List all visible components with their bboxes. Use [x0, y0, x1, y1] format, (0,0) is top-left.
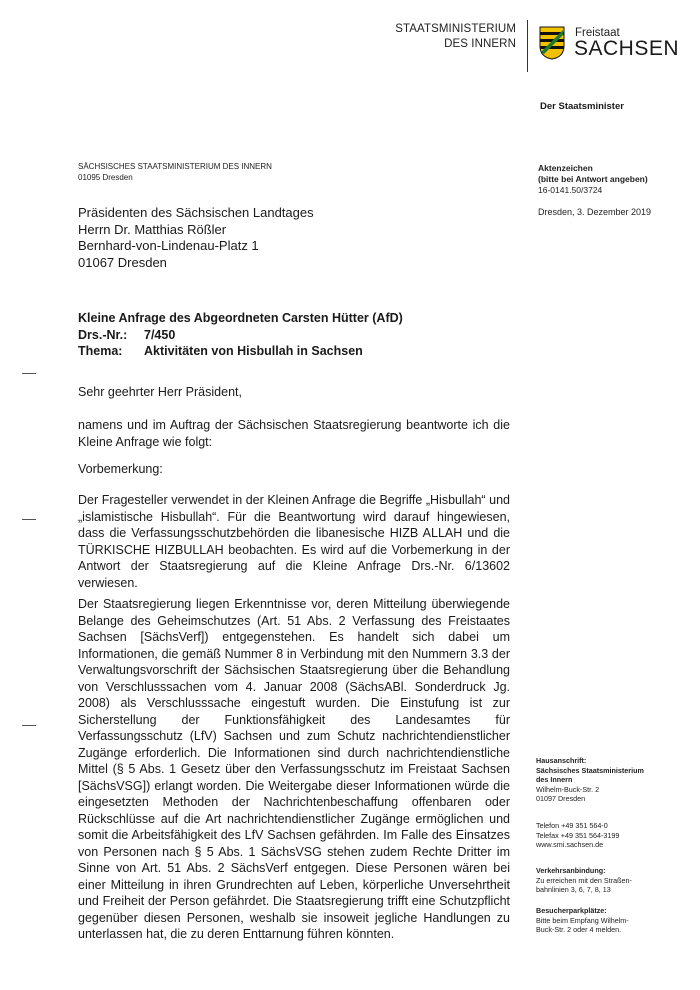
transport-label: Verkehrsanbindung:: [536, 866, 606, 875]
parking-line-1: Bitte beim Empfang Wilhelm-: [536, 915, 629, 925]
subject-block: [78, 310, 403, 360]
intro-paragraph: namens und im Auftrag der Sächsischen Staatsregierung beantworte ich die Kleine Anfrage wie folgt:: [78, 418, 510, 449]
recipient-line-1: Präsidenten des Sächsischen Landtages: [78, 205, 314, 220]
header-divider: [527, 20, 528, 72]
thema-label: Thema:: [78, 344, 123, 358]
thema-row: [78, 343, 403, 360]
address-city: 01097 Dresden: [536, 794, 586, 803]
website-link[interactable]: www.smi.sachsen.de: [536, 840, 604, 849]
footer-address: [536, 756, 676, 804]
subject-title: Kleine Anfrage des Abgeordneten Carsten Hütter (AfD): [78, 311, 403, 325]
fold-mark-middle: [22, 519, 36, 520]
thema-value: Aktivitäten von Hisbullah in Sachsen: [144, 344, 363, 358]
recipient-line-3: Bernhard-von-Lindenau-Platz 1: [78, 238, 259, 253]
reference-hint: (bitte bei Antwort angeben): [538, 174, 648, 184]
body-paragraph-1: Der Fragesteller verwendet in der Kleinen Anfrage die Begriffe „Hisbullah“ und „islamistische Hisbullah“. Für die Beantwortung wird darauf hingewiesen, dass die Verfassungsschutzbehörden die libanesische HIZB ALLAH und die TÜRKISCHE HIZBULLAH beobachten. Es wird auf die Vorbemerkung in der Antwort der Staatsregierung auf die Kleine Anfrage Drs.-Nr. 6/13602 verwiesen.: [78, 493, 510, 590]
drs-value: 7/450: [144, 327, 176, 342]
address-label: Hausanschrift:: [536, 756, 587, 765]
salutation: Sehr geehrter Herr Präsident,: [78, 385, 242, 399]
address-org-1: Sächsisches Staatsministerium: [536, 765, 644, 775]
body-paragraph-2: Der Staatsregierung liegen Erkenntnisse vor, deren Mitteilung überwiegende Belange des Geheimschutzes (Art. 51 Abs. 2 Verfassung des Freistaates Sachsen [SächsVerf]) entgegenstehen. Es handelt sich dabei um Informationen, die gemäß Nummer 8 in Verbindung mit den Nummern 3.3 der Verwaltungsvorschrift der Sächsischen Staatsregierung über die Behandlung von Verschlusssachen vom 4. Januar 2008 (SächsABl. Sonderdruck Jg. 2008) als Verschlusssache eingestuft wurden. Die Einstufung ist zur Sicherstellung der Funktionsfähigkeit des Landesamtes für Verfassungsschutz (LfV) Sachsen und zum Schutz nachrichtendienstlicher Zugänge erforderlich. Die Informationen sind durch nachrichtendienstliche Mittel (§ 5 Abs. 1 Gesetz über den Verfassungsschutz im Freistaat Sachsen [SächsVSG]) erlangt worden. Die Weitergabe dieser Informationen würde die eingesetzten Methoden der Nachrichtenbeschaffung offenbaren oder Rückschlüsse auf die Art nachrichtendienstlicher Zugänge ermöglichen und somit die Arbeitsfähigkeit des LfV Sachsen gefährden. Im Falle des Einsatzes von Personen nach § 5 Abs. 1 SächsVSG stehen zudem Rechte Dritter im Sinne von Art. 51 Abs. 2 SächsVerf entgegen. Diese Personen wären bei einer Mitteilung in ihren Grundrechten auf Leben, körperliche Unversehrtheit und Freiheit der Person gefährdet. Die Staatsregierung trifft eine Schutzpflicht gegenüber diesen Personen, weshalb sie insoweit jegliche Handlungen zu unterlassen hat, die zu deren Enttarnung führen könnten.: [78, 597, 510, 941]
freistaat-label: Freistaat: [575, 27, 620, 39]
sachsen-logo-text: SACHSEN: [574, 37, 680, 60]
ministry-line-2: DES INNERN: [444, 38, 516, 50]
recipient-address: [78, 205, 314, 271]
ministry-line-1: STAATSMINISTERIUM: [395, 23, 516, 35]
sender-line: [78, 161, 272, 183]
recipient-line-2: Herrn Dr. Matthias Rößler: [78, 221, 227, 237]
fold-mark-bottom: [22, 725, 36, 726]
footer-contact: [536, 821, 676, 850]
ministry-name: [395, 22, 516, 52]
vorbemerkung-heading: Vorbemerkung:: [78, 462, 163, 476]
footer-transport: [536, 866, 676, 895]
telefon: Telefon +49 351 564-0: [536, 821, 608, 830]
address-street: Wilhelm-Buck-Str. 2: [536, 784, 600, 794]
fold-mark-top: [22, 373, 36, 374]
reference-block: [538, 163, 648, 196]
footer-parking: [536, 906, 676, 935]
minister-title: Der Staatsminister: [540, 101, 624, 112]
telefax: Telefax +49 351 564-3199: [536, 830, 620, 840]
drs-row: [78, 327, 403, 344]
address-org-2: des Innern: [536, 775, 573, 784]
saxony-crest-icon: [539, 26, 565, 60]
sender-line-1: SÄCHSISCHES STAATSMINISTERIUM DES INNERN: [78, 162, 272, 171]
drs-label: Drs.-Nr.:: [78, 327, 128, 342]
recipient-line-4: 01067 Dresden: [78, 254, 167, 270]
reference-label: Aktenzeichen: [538, 163, 593, 173]
letter-date: Dresden, 3. Dezember 2019: [538, 207, 652, 217]
transport-line-1: Zu erreichen mit den Straßen-: [536, 875, 632, 885]
parking-label: Besucherparkplätze:: [536, 906, 607, 915]
reference-number: 16-0141.50/3724: [538, 185, 603, 195]
sender-line-2: 01095 Dresden: [78, 173, 133, 182]
transport-line-2: bahnlinien 3, 6, 7, 8, 13: [536, 885, 611, 894]
parking-line-2: Buck-Str. 2 oder 4 melden.: [536, 925, 622, 934]
